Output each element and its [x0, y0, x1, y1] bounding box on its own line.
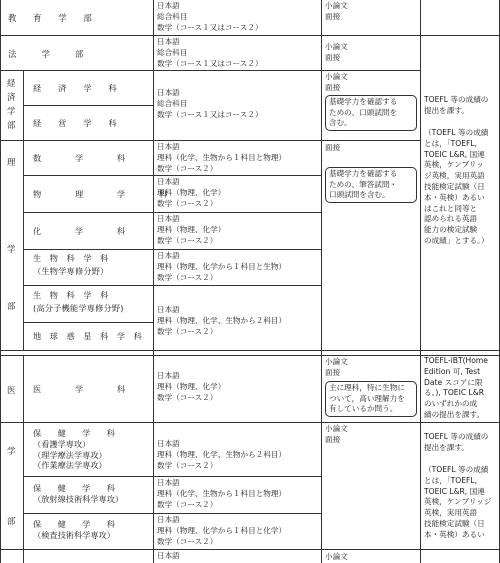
dept-math: 数 学 科	[33, 153, 126, 163]
faculty-science-3: 部	[7, 301, 16, 311]
dept-health-1: 保 健 学 科 （看護学専攻） （理学療法学専攻） （作業療法学専攻）	[33, 428, 115, 471]
exam-education: 小論文 面接	[325, 1, 348, 21]
exam-economics: 小論文 面接	[325, 72, 348, 92]
dept-biology-1-sub: （生物学専修分野）	[33, 266, 109, 276]
dept-health-3: 保 健 学 科 （検査技術科学専攻）	[33, 519, 115, 540]
note-toefl-top: TOEFL 等の成績の 提出を課す。	[424, 95, 489, 115]
note-medicine: TOEFL-iBT(Home Edition 可, Test Date スコアに限 る。), TOEIC L&R のいずれかの成 績の提出を課す。	[424, 356, 488, 419]
dept-economics: 経 済 学 科	[33, 83, 117, 93]
dept-earth: 地 球 惑 星 科 学 科	[33, 331, 143, 341]
exam-medicine: 小論文 面接	[325, 357, 348, 377]
faculty-science-1: 理	[7, 157, 16, 167]
subjects-row-13: 日本語	[157, 551, 180, 560]
note-health: TOEFL 等の成績の 提出を課す。	[424, 432, 489, 452]
faculty-medicine-3: 部	[7, 516, 16, 526]
exam-health: 小論文 面接	[325, 424, 348, 444]
exam-law: 小論文 面接	[325, 42, 348, 62]
exam-science-note: 基礎学力を確認する ための、筆答試問・ 口頭試問を含む。	[325, 167, 417, 203]
subjects-row-5: 日本語 理科（物理、化学） 数学（コース２）	[157, 177, 226, 208]
dept-business: 経 営 学 科	[33, 118, 117, 128]
subjects-row-9: 日本語 理科（物理、化学） 数学（コース２）	[157, 371, 226, 402]
faculty-medicine-1: 医	[7, 385, 16, 395]
subjects-row-3: 日本語 総合科目 数学（コース１又はコース２）	[157, 88, 263, 119]
subjects-row-10: 日本語 理科（物理、化学、生物から２科目） 数学（コース２）	[157, 439, 287, 470]
subjects-row-7: 日本語 理科（物理、化学から１科目と生物） 数学（コース２）	[157, 251, 287, 282]
note-health-definition: （TOEFL 等の成績 とは，「TOEFL, TOEIC L&R, 国連 英検，ケンブリッジ 英検，実用英語 技能検定試験（日 本・英検）あるい	[424, 465, 492, 539]
exam-science: 面接	[325, 143, 341, 152]
subjects-row-2: 日本語 総合科目 数学（コース１又はコース２）	[157, 37, 263, 68]
dept-medicine: 医 学 科	[33, 384, 126, 394]
dept-chemistry: 化 学 科	[33, 226, 126, 236]
note-toefl-definition: （TOEFL 等の成績 とは，「TOEFL, TOEIC L&R, 国連 英検，ケンブリッ ジ英検，実用英語 技能検定試験（日 本・英検）あるい はこれと同等と 認められる英語 能力の検定試験 の成績」とする。）	[424, 128, 489, 245]
subjects-row-8: 日本語 理科（物理、化学、生物から２科目） 数学（コース２）	[157, 305, 287, 336]
subjects-row-6: 日本語 理科（物理、化学） 数学（コース２）	[157, 214, 226, 245]
exam-bottom: 小論文	[325, 552, 348, 561]
subjects-row-12: 日本語 理科（物理、化学から１科目と化学） 数学（コース２）	[157, 515, 287, 546]
dept-biology-1: 生 物 科 学 科	[33, 253, 109, 263]
faculty-law: 法 学 部	[8, 49, 84, 59]
subjects-row-4: 日本語 理科（化学、生物から１科目と物理） 数学（コース２）	[157, 142, 287, 173]
subjects-row-1: 日本語 総合科目 数学（コース１又はコース２）	[157, 1, 263, 32]
exam-medicine-note: 主に理科，特に生物に ついて，高い理解力を 有しているか問う。	[325, 381, 417, 417]
exam-economics-note: 基礎学力を確認する ための、口頭試問を 含む。	[325, 95, 417, 131]
faculty-medicine-2: 学	[7, 446, 16, 456]
faculty-science-2: 学	[7, 244, 16, 254]
dept-biology-2-sub: (高分子機能学専修分野)	[33, 303, 124, 313]
faculty-economics: 経 済 学 部	[7, 78, 16, 130]
faculty-education: 教 育 学 部	[8, 13, 92, 23]
dept-physics: 物 理 学 科	[33, 189, 168, 199]
subjects-row-11: 日本語 理科（化学、生物から１科目と物理） 数学（コース２）	[157, 478, 287, 509]
dept-biology-2: 生 物 科 学 科	[33, 290, 109, 300]
dept-health-2: 保 健 学 科 （放射線技術科学専攻）	[33, 483, 124, 504]
